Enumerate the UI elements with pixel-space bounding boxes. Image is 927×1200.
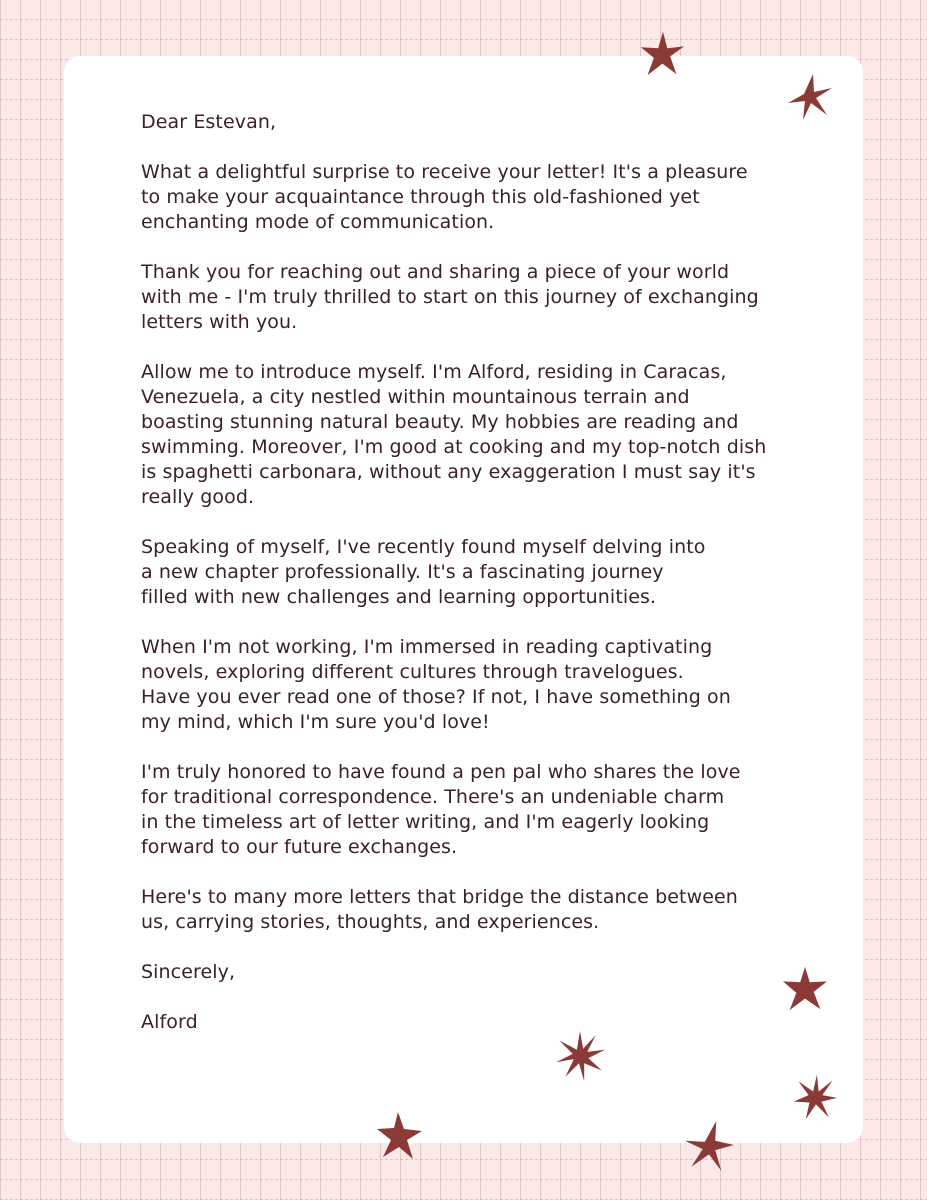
letter-paragraph: Speaking of myself, I've recently found myself delving into a new chapter professionally. It's a fascinating journey filled with new challenges and learning opportunities. — [141, 536, 706, 608]
letter-signature: Alford — [141, 1011, 198, 1033]
letter-paragraph: I'm truly honored to have found a pen pal who shares the love for traditional correspondence. There's an undeniable charm in the timeless art of letter writing, and I'm eagerly looking forward to our future exchanges. — [141, 761, 741, 858]
star-icon — [638, 30, 686, 78]
star-icon — [785, 72, 835, 122]
star-icon — [780, 965, 830, 1013]
letter-paragraph: What a delightful surprise to receive your letter! It's a pleasure to make your acquaintance through this old-fashioned yet enchanting mode of communication. — [141, 161, 748, 233]
letter-paragraph: Here's to many more letters that bridge the distance between us, carrying stories, thoughts, and experiences. — [141, 886, 738, 933]
star-icon — [375, 1110, 425, 1162]
letter-paragraph: Allow me to introduce myself. I'm Alford, residing in Caracas, Venezuela, a city nestled within mountainous terrain and boasting stunning natural beauty. My hobbies are reading and swimming. Moreover, I'm good at cooking and my top-notch dish is spaghetti carbonara, without any exaggeration I must say it's really good. — [141, 361, 767, 508]
star-icon — [792, 1074, 838, 1120]
letter-greeting: Dear Estevan, — [141, 111, 277, 133]
letter-closing: Sincerely, — [141, 961, 236, 983]
letter-paragraph: Thank you for reaching out and sharing a piece of your world with me - I'm truly thrilled to start on this journey of exchanging letters with you. — [141, 261, 759, 333]
star-icon — [554, 1030, 606, 1082]
star-icon — [684, 1118, 736, 1174]
letter-body — [141, 110, 821, 1060]
letter-paragraph: When I'm not working, I'm immersed in reading captivating novels, exploring different cultures through travelogues. Have you ever read one of those? If not, I have something on my mind, which I'm sure you'd love! — [141, 636, 731, 733]
